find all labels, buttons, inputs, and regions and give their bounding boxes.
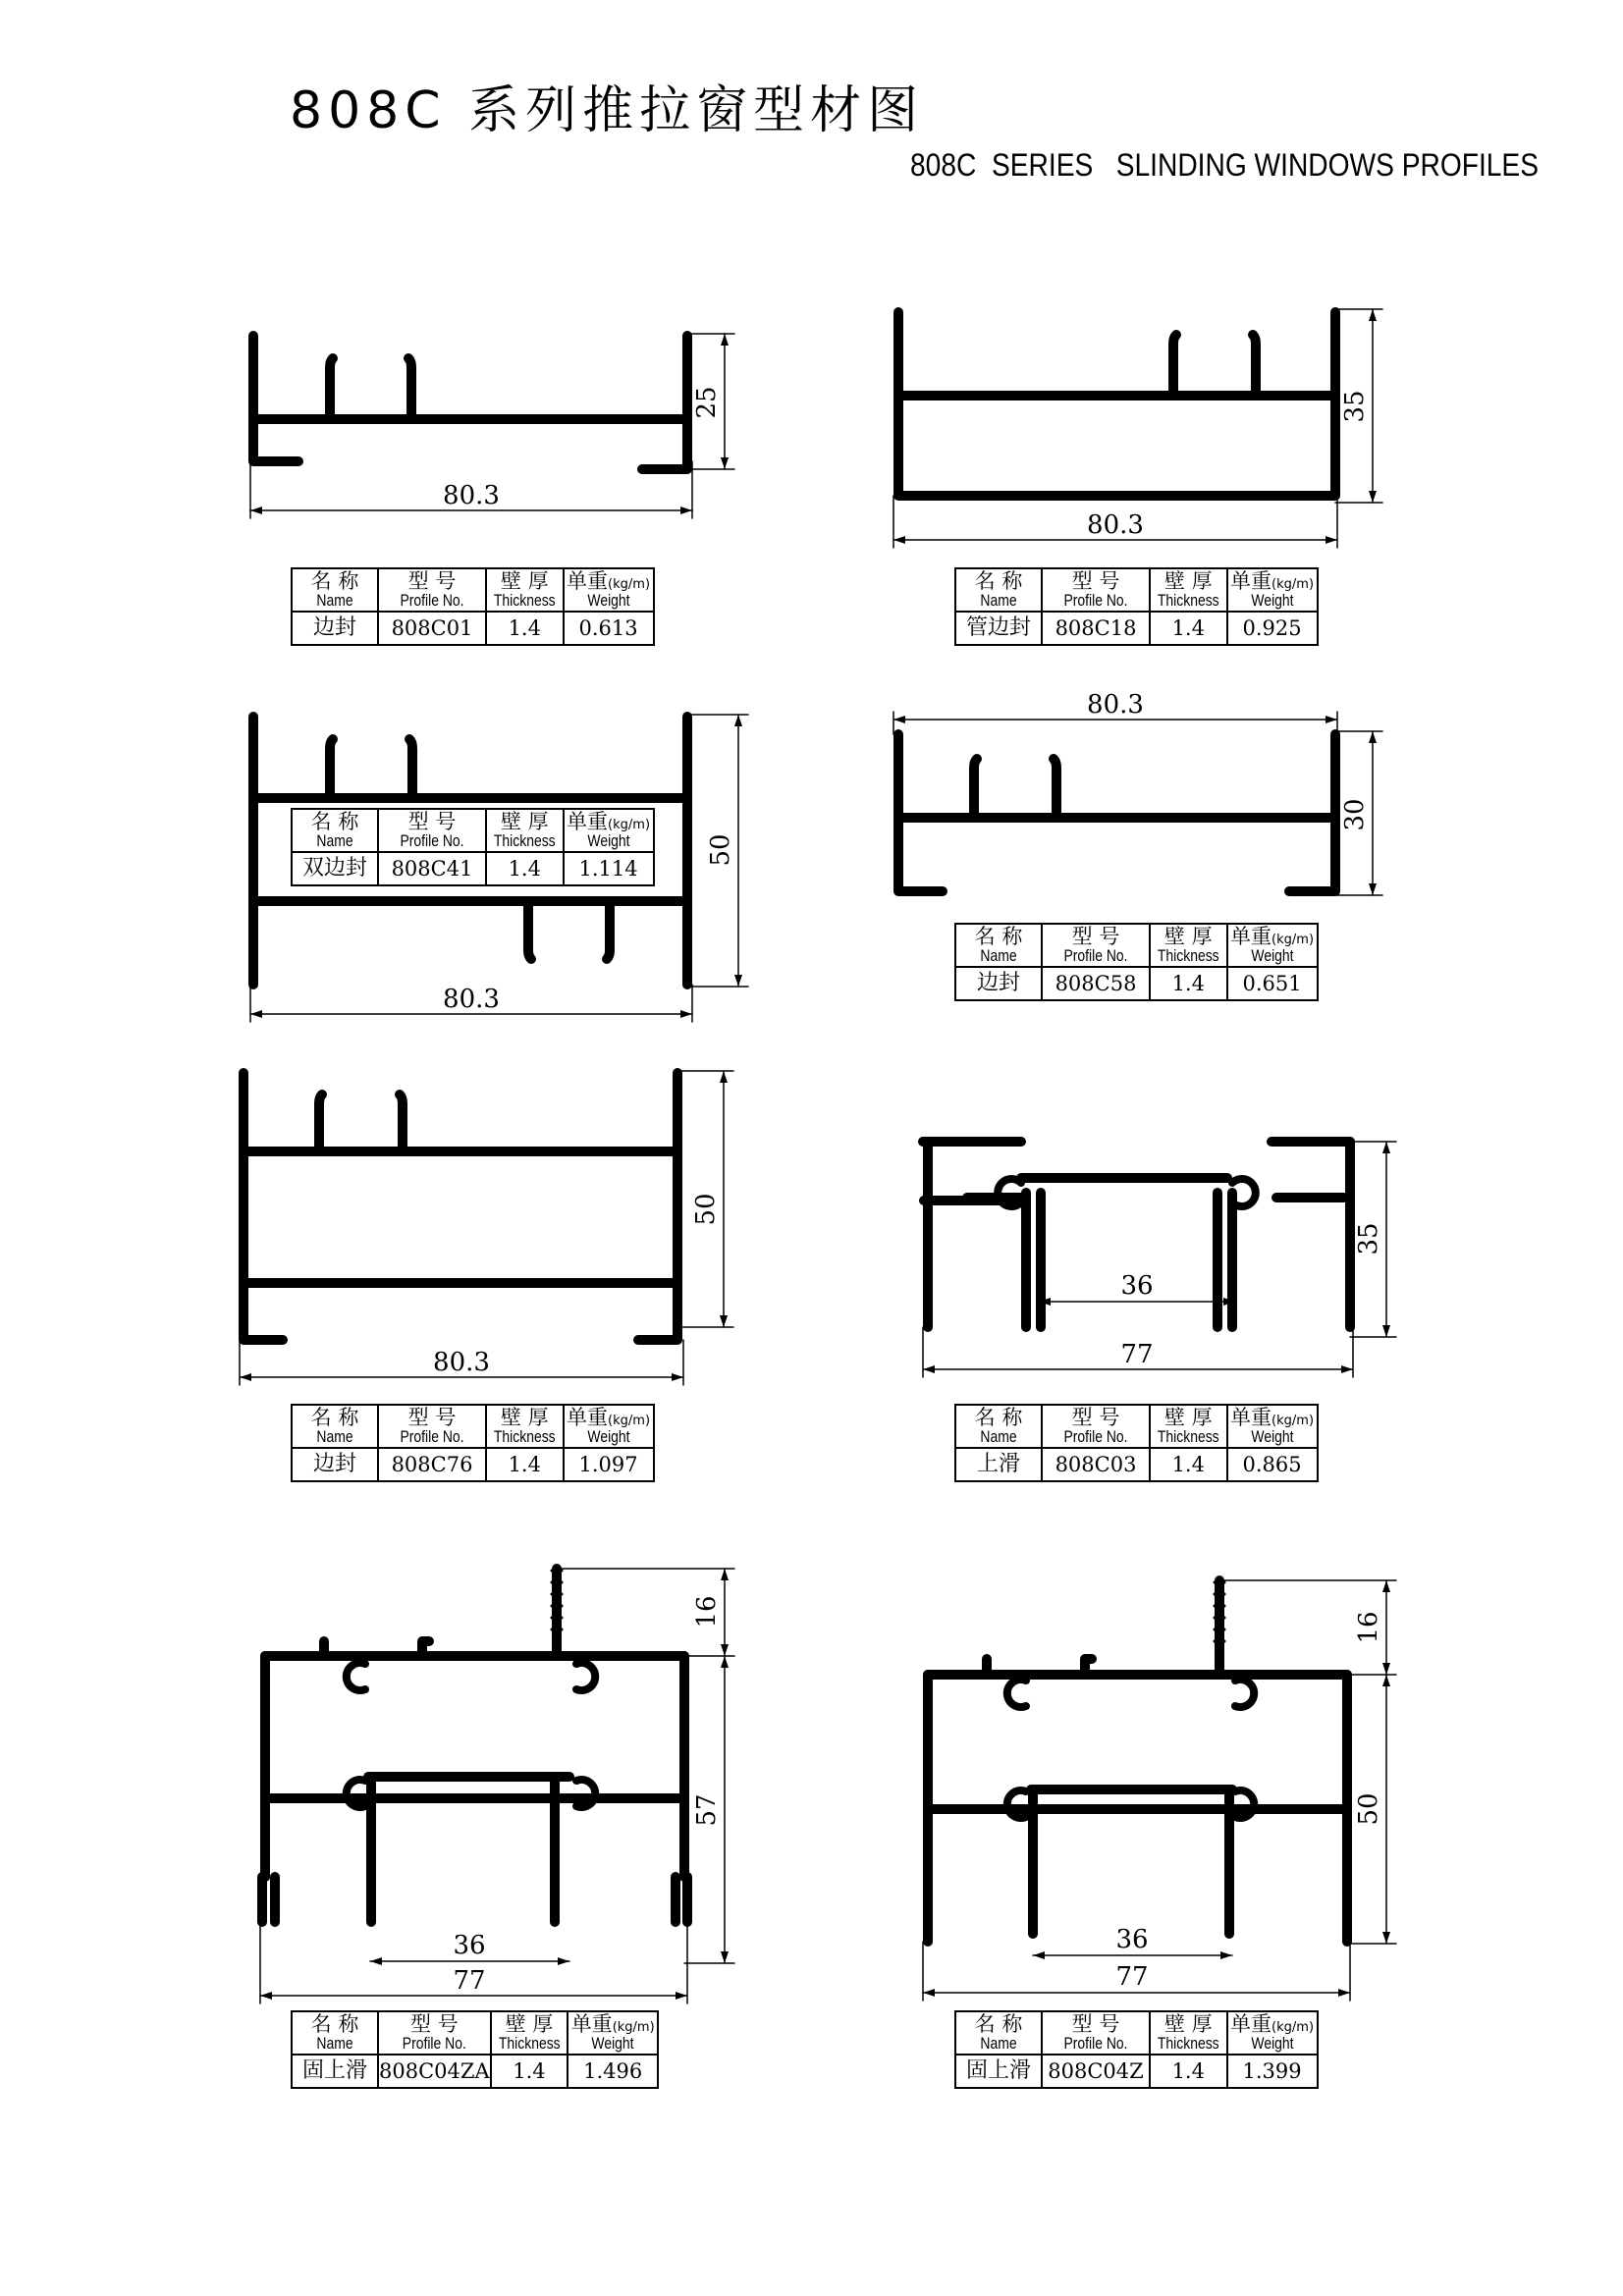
- cell-profile-no: 808C76: [378, 1448, 486, 1481]
- dim-width: 77: [1120, 1340, 1154, 1369]
- header-name: 名 称 Name: [955, 568, 1042, 612]
- dim-height: 50: [706, 833, 735, 867]
- header-profile-no: 型 号 Profile No.: [378, 2011, 491, 2055]
- header-thickness: 壁 厚 Thickness: [1150, 1405, 1227, 1448]
- header-thickness: 壁 厚 Thickness: [1150, 2011, 1227, 2055]
- cell-profile-no: 808C58: [1042, 967, 1150, 1000]
- dim-width: 80.3: [1087, 510, 1144, 540]
- header-profile-no: 型 号 Profile No.: [378, 809, 486, 852]
- cell-profile-no: 808C03: [1042, 1448, 1150, 1481]
- cell-thickness: 1.4: [1150, 967, 1227, 1000]
- dim-width: 77: [453, 1966, 486, 1996]
- cell-thickness: 1.4: [486, 612, 564, 645]
- dim-inner-width: 36: [1120, 1271, 1154, 1301]
- cell-profile-no: 808C04Z: [1042, 2055, 1150, 2088]
- cell-profile-no: 808C41: [378, 852, 486, 885]
- spec-table-808c18: [954, 567, 1319, 646]
- cell-weight: 0.925: [1227, 612, 1318, 645]
- dim-inner-width: 36: [1115, 1925, 1149, 1954]
- header-name: 名 称 Name: [955, 924, 1042, 967]
- spec-table-808c58: [954, 923, 1319, 1001]
- cell-weight: 1.097: [564, 1448, 654, 1481]
- cell-weight: 0.865: [1227, 1448, 1318, 1481]
- page-subtitle: 808C SERIES SLINDING WINDOWS PROFILES: [910, 147, 1539, 183]
- cell-profile-no: 808C04ZA: [378, 2055, 491, 2088]
- cell-thickness: 1.4: [1150, 612, 1227, 645]
- cell-thickness: 1.4: [486, 852, 564, 885]
- profile-drawing-808c04z: [923, 1580, 1396, 2001]
- header-name: 名 称 Name: [292, 809, 378, 852]
- profile-drawing-808c76: [240, 1071, 733, 1385]
- dim-height: 35: [1354, 1222, 1383, 1255]
- header-profile-no: 型 号 Profile No.: [1042, 568, 1150, 612]
- cell-name: 管边封: [955, 612, 1042, 645]
- cell-name: 边封: [292, 1448, 378, 1481]
- header-thickness: 壁 厚 Thickness: [486, 568, 564, 612]
- cell-name: 双边封: [292, 852, 378, 885]
- spec-table-808c76: [291, 1404, 655, 1482]
- header-profile-no: 型 号 Profile No.: [378, 1405, 486, 1448]
- cell-name: 固上滑: [955, 2055, 1042, 2088]
- header-name: 名 称 Name: [955, 1405, 1042, 1448]
- header-weight: 单重(kg/m) Weight: [1227, 924, 1318, 967]
- dim-inner-width: 36: [453, 1931, 486, 1960]
- cell-thickness: 1.4: [1150, 2055, 1227, 2088]
- cell-thickness: 1.4: [491, 2055, 568, 2088]
- header-weight: 单重(kg/m) Weight: [1227, 1405, 1318, 1448]
- cell-profile-no: 808C01: [378, 612, 486, 645]
- spec-table-808c41: [291, 808, 655, 886]
- header-weight: 单重(kg/m) Weight: [564, 1405, 654, 1448]
- cell-name: 边封: [292, 612, 378, 645]
- header-weight: 单重(kg/m) Weight: [564, 809, 654, 852]
- cell-weight: 1.496: [568, 2055, 658, 2088]
- cell-weight: 1.114: [564, 852, 654, 885]
- profile-drawing-808c04za: [260, 1569, 734, 2003]
- header-profile-no: 型 号 Profile No.: [378, 568, 486, 612]
- header-profile-no: 型 号 Profile No.: [1042, 1405, 1150, 1448]
- cell-name: 上滑: [955, 1448, 1042, 1481]
- header-weight: 单重(kg/m) Weight: [1227, 568, 1318, 612]
- cell-weight: 1.399: [1227, 2055, 1318, 2088]
- dim-height: 25: [692, 386, 722, 419]
- header-thickness: 壁 厚 Thickness: [491, 2011, 568, 2055]
- dim-height: 57: [692, 1793, 722, 1827]
- dim-width: 80.3: [1087, 690, 1144, 720]
- header-thickness: 壁 厚 Thickness: [486, 1405, 564, 1448]
- header-weight: 单重(kg/m) Weight: [568, 2011, 658, 2055]
- profile-drawing-808c01: [250, 334, 734, 518]
- dim-width: 77: [1115, 1962, 1149, 1992]
- cell-thickness: 1.4: [486, 1448, 564, 1481]
- dim-height: 30: [1340, 798, 1370, 831]
- header-profile-no: 型 号 Profile No.: [1042, 924, 1150, 967]
- dim-height: 50: [1354, 1792, 1383, 1826]
- spec-table-808c01: [291, 567, 655, 646]
- cell-thickness: 1.4: [1150, 1448, 1227, 1481]
- header-weight: 单重(kg/m) Weight: [1227, 2011, 1318, 2055]
- header-name: 名 称 Name: [955, 2011, 1042, 2055]
- cell-name: 固上滑: [292, 2055, 378, 2088]
- dim-top-height: 16: [692, 1595, 722, 1629]
- spec-table-808c04z: [954, 2010, 1319, 2089]
- header-profile-no: 型 号 Profile No.: [1042, 2011, 1150, 2055]
- header-name: 名 称 Name: [292, 568, 378, 612]
- spec-table-808c03: [954, 1404, 1319, 1482]
- page-title: 808C 系列推拉窗型材图: [290, 81, 925, 140]
- cell-weight: 0.651: [1227, 967, 1318, 1000]
- profile-drawing-808c58: [893, 690, 1382, 895]
- dim-width: 80.3: [443, 481, 500, 510]
- spec-table-808c04za: [291, 2010, 659, 2089]
- dim-width: 80.3: [433, 1348, 490, 1377]
- header-name: 名 称 Name: [292, 1405, 378, 1448]
- header-weight: 单重(kg/m) Weight: [564, 568, 654, 612]
- header-thickness: 壁 厚 Thickness: [486, 809, 564, 852]
- dim-height: 35: [1340, 390, 1370, 423]
- cell-weight: 0.613: [564, 612, 654, 645]
- cell-name: 边封: [955, 967, 1042, 1000]
- dim-height: 50: [691, 1193, 721, 1226]
- header-thickness: 壁 厚 Thickness: [1150, 924, 1227, 967]
- profile-drawing-808c03: [923, 1142, 1396, 1377]
- dim-top-height: 16: [1354, 1611, 1383, 1644]
- profile-drawing-808c18: [893, 309, 1382, 548]
- dim-width: 80.3: [443, 985, 500, 1014]
- cell-profile-no: 808C18: [1042, 612, 1150, 645]
- header-thickness: 壁 厚 Thickness: [1150, 568, 1227, 612]
- header-name: 名 称 Name: [292, 2011, 378, 2055]
